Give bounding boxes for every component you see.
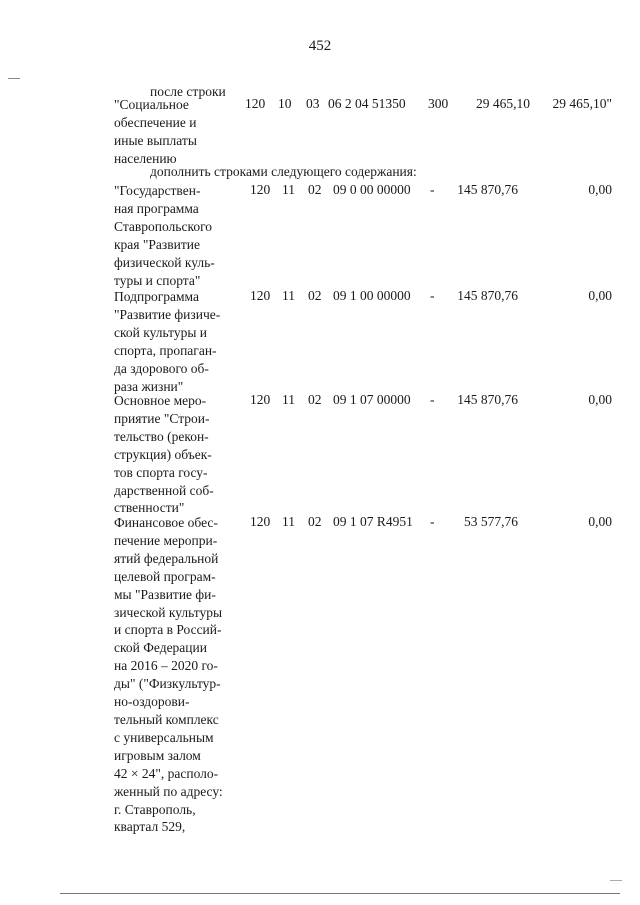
row-sum-2: 0,00: [588, 182, 612, 197]
row-name: "Социальное обеспечение и иные выплаты населению: [114, 97, 197, 166]
row-pr: 02: [308, 288, 322, 303]
row-sum-1: 145 870,76: [457, 182, 518, 197]
row-rz: 11: [282, 182, 295, 197]
scan-edge-line: [60, 893, 620, 894]
row-rz: 11: [282, 288, 295, 303]
row-rz: 10: [278, 96, 292, 111]
row-name: "Государствен- ная программа Ставропольского края "Развитие физической куль- туры и спорта": [114, 183, 215, 288]
row-csr: 09 0 00 00000: [333, 182, 411, 197]
row-ved: 120: [250, 288, 271, 303]
row-name: Основное меро- приятие "Строи- тельство (рекон- струкция) объек- тов спорта госу- дарственной соб- ственности": [114, 393, 214, 516]
row-ved: 120: [250, 514, 271, 529]
intro-text: после строки: [150, 84, 226, 99]
scan-mark: [8, 78, 20, 79]
row-sum-2: 0,00: [588, 514, 612, 529]
row-pr: 02: [308, 392, 322, 407]
row-sum-2: 0,00: [588, 288, 612, 303]
row-ved: 120: [245, 96, 266, 111]
row-ved: 120: [250, 182, 271, 197]
row-rz: 11: [282, 514, 295, 529]
row-sum-1: 29 465,10: [476, 96, 530, 111]
row-sum-2: 0,00: [588, 392, 612, 407]
row-pr: 02: [308, 514, 322, 529]
row-pr: 02: [308, 182, 322, 197]
row-vr: -: [430, 182, 435, 197]
page-number: 452: [308, 38, 332, 54]
row-sum-2: 29 465,10": [552, 96, 612, 111]
add-lines-text: дополнить строками следующего содержания:: [150, 164, 417, 179]
row-csr: 09 1 07 00000: [333, 392, 411, 407]
row-vr: -: [430, 288, 435, 303]
scan-mark: [610, 880, 622, 881]
row-name: Подпрограмма "Развитие физиче- ской культуры и спорта, пропаган- да здорового об- раза жизни": [114, 289, 221, 394]
row-vr: -: [430, 514, 435, 529]
row-rz: 11: [282, 392, 295, 407]
row-ved: 120: [250, 392, 271, 407]
row-sum-1: 53 577,76: [464, 514, 518, 529]
row-csr: 09 1 00 00000: [333, 288, 411, 303]
row-vr: -: [430, 392, 435, 407]
row-name: Финансовое обес- печение меропри- ятий федеральной целевой програм- мы "Развитие фи- зической культуры и спорта в Россий- ской Федерации на 2016 – 2020 го- ды" ("Физкультур- но-оздорови- тельный комплекс с универсальным игровым залом 42 × 24", располо- женный по адресу: г. Ставрополь, квартал 529,: [114, 515, 223, 835]
row-csr: 06 2 04 51350: [328, 96, 406, 111]
row-csr: 09 1 07 R4951: [333, 514, 413, 529]
row-vr: 300: [428, 96, 449, 111]
row-sum-1: 145 870,76: [457, 288, 518, 303]
row-pr: 03: [306, 96, 320, 111]
row-sum-1: 145 870,76: [457, 392, 518, 407]
